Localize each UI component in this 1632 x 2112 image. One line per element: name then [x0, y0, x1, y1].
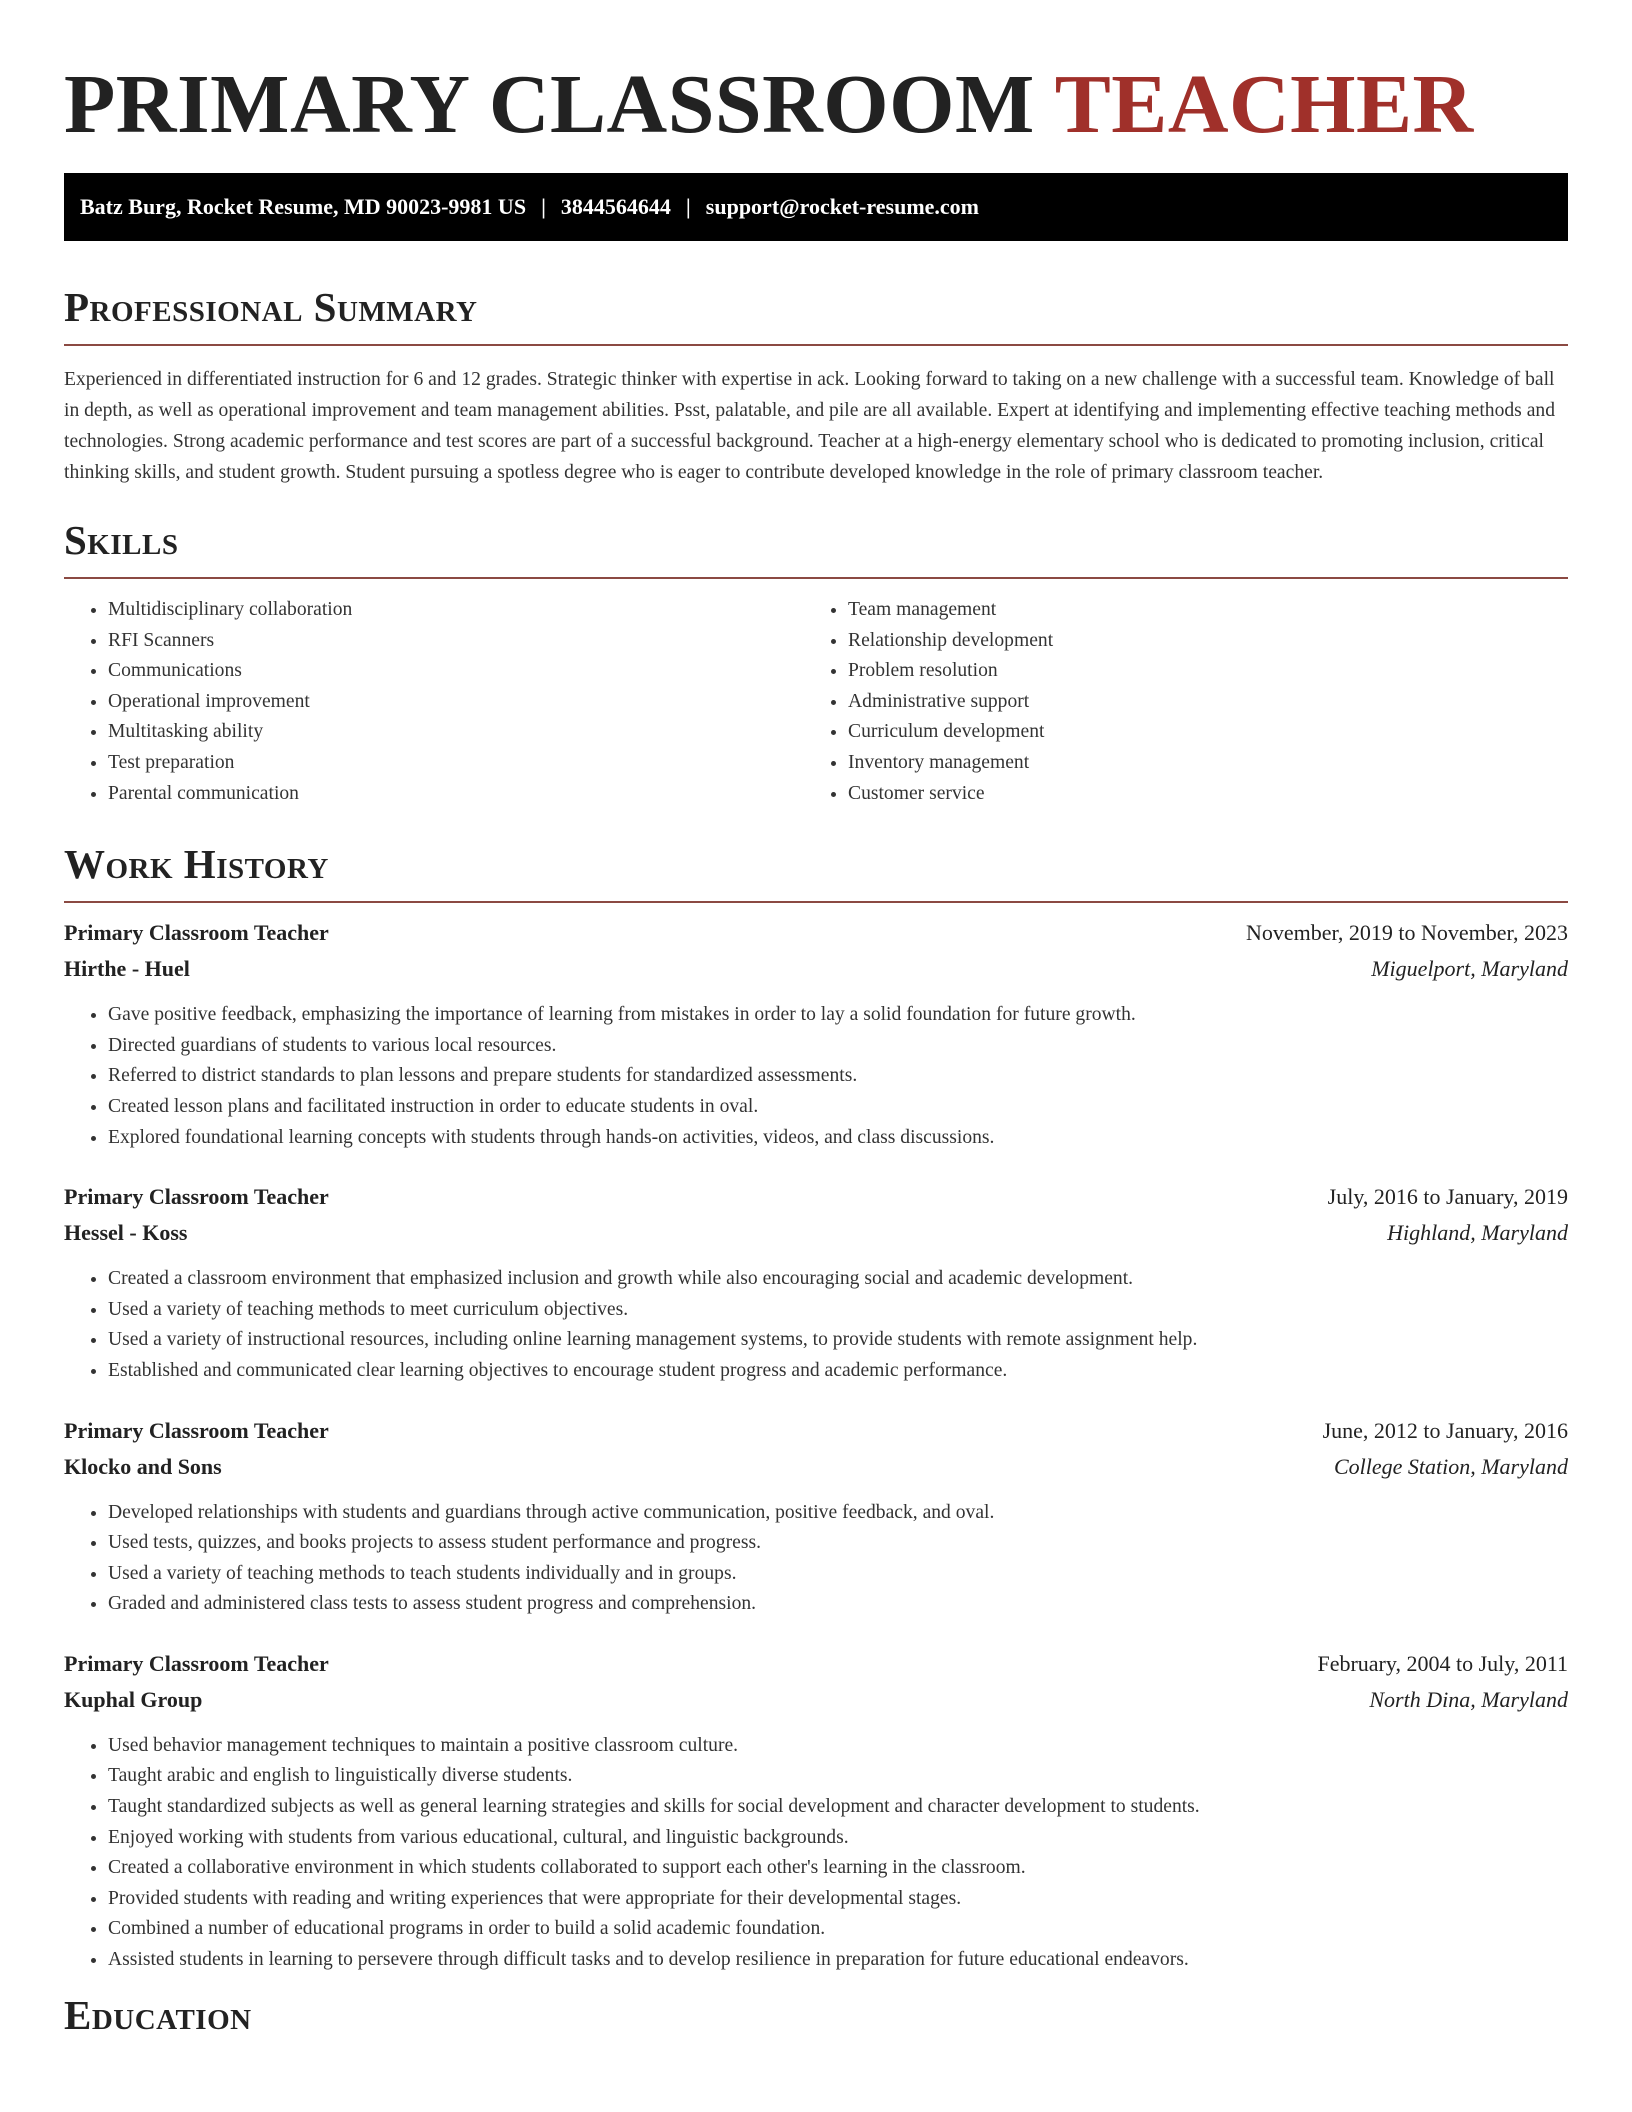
skills-left-list [64, 595, 804, 809]
job-location: Highland, Maryland [1387, 1220, 1568, 1246]
job-title: Primary Classroom Teacher [64, 1650, 329, 1676]
skill-item: • Curriculum development [848, 717, 1544, 748]
job-bullet: • Referred to district standards to plan lessons and prepare students for standardized assessments. [108, 1061, 1568, 1092]
skill-item: • RFI Scanners [108, 626, 804, 657]
skill-item: • Communications [108, 656, 804, 687]
job-bullet: • Used tests, quizzes, and books projects to assess student performance and progress. [108, 1528, 1568, 1559]
skill-item: • Problem resolution [848, 656, 1544, 687]
job-bullet: • Developed relationships with students and guardians through active communication, positive feedback, and oval. [108, 1498, 1568, 1529]
job-bullet: • Explored foundational learning concepts with students through hands-on activities, videos, and class discussions. [108, 1123, 1568, 1154]
skill-item: • Parental communication [108, 779, 804, 810]
job-dates: November, 2019 to November, 2023 [1245, 920, 1568, 946]
job-dates: February, 2004 to July, 2011 [1317, 1650, 1568, 1676]
job-company: Hessel - Koss [64, 1220, 188, 1246]
contact-bar [64, 173, 1568, 241]
skill-item: • Operational improvement [108, 687, 804, 718]
skill-item: • Multitasking ability [108, 717, 804, 748]
job-bullet: • Combined a number of educational programs in order to build a solid academic foundation. [108, 1914, 1568, 1945]
summary-section-title: Professional Summary [64, 284, 478, 330]
job-company: Hirthe - Huel [64, 956, 190, 982]
job-title: Primary Classroom Teacher [64, 920, 329, 946]
job-title: Primary Classroom Teacher [64, 1417, 329, 1443]
name-accent: TEACHER [1054, 58, 1474, 151]
job-bullet: • Created a classroom environment that emphasized inclusion and growth while also encouraging social and academic development. [108, 1264, 1568, 1295]
skill-item: • Relationship development [848, 626, 1544, 657]
skills-section-title: Skills [64, 517, 179, 563]
job-location: College Station, Maryland [1333, 1453, 1568, 1479]
section-divider [64, 901, 1568, 903]
job-bullets [64, 1264, 1568, 1386]
skills-right-list [804, 595, 1544, 809]
job-bullets [64, 1731, 1568, 1976]
contact-address: Batz Burg, Rocket Resume, MD 90023-9981 US [80, 194, 527, 219]
job-bullet: • Used a variety of teaching methods to teach students individually and in groups. [108, 1559, 1568, 1590]
job-company: Kuphal Group [64, 1686, 203, 1712]
skill-item: • Administrative support [848, 687, 1544, 718]
skills-columns [64, 595, 1568, 809]
job-bullet: • Graded and administered class tests to assess student progress and comprehension. [108, 1589, 1568, 1620]
job-bullet: • Established and communicated clear learning objectives to encourage student progress and academic performance. [108, 1356, 1568, 1387]
skill-item: • Customer service [848, 779, 1544, 810]
job-bullet: • Created lesson plans and facilitated instruction in order to educate students in oval. [108, 1092, 1568, 1123]
job-bullets [64, 1498, 1568, 1620]
job-bullet: • Directed guardians of students to various local resources. [108, 1031, 1568, 1062]
contact-separator: | [685, 194, 691, 219]
job-bullet: • Used behavior management techniques to maintain a positive classroom culture. [108, 1731, 1568, 1762]
job-entry [64, 1413, 1568, 1620]
job-location: Miguelport, Maryland [1371, 956, 1568, 982]
contact-separator: | [541, 194, 546, 219]
section-divider [64, 344, 1568, 346]
job-bullet: • Used a variety of instructional resources, including online learning management systems, to provide students with remote assignment help. [108, 1325, 1568, 1356]
job-bullet: • Taught arabic and english to linguistically diverse students. [108, 1761, 1568, 1792]
resume-name [64, 0, 1568, 153]
skill-item: • Multidisciplinary collaboration [108, 595, 804, 626]
skill-item: • Inventory management [848, 748, 1544, 779]
job-bullets [64, 1000, 1568, 1153]
job-bullet: • Provided students with reading and writing experiences that were appropriate for their developmental stages. [108, 1884, 1568, 1915]
job-bullet: • Assisted students in learning to persevere through difficult tasks and to develop resilience in preparation for future educational endeavors. [108, 1945, 1568, 1976]
job-bullet: • Enjoyed working with students from various educational, cultural, and linguistic backgrounds. [108, 1823, 1568, 1854]
job-location: North Dina, Maryland [1369, 1686, 1568, 1712]
section-divider [64, 577, 1568, 579]
job-bullet: • Created a collaborative environment in which students collaborated to support each other's learning in the classroom. [108, 1853, 1568, 1884]
job-entry [64, 915, 1568, 1153]
resume-page [64, 0, 1568, 2040]
job-dates: July, 2016 to January, 2019 [1327, 1184, 1568, 1210]
contact-phone: 3844564644 [560, 194, 671, 219]
skill-item: • Test preparation [108, 748, 804, 779]
work-history-section-title: Work History [64, 841, 329, 888]
summary-text: Experienced in differentiated instruction for 6 and 12 grades. Strategic thinker with expertise in ack. Looking forward to taking on a new challenge with a successful team. Knowledge of ball in depth, as well as operational improvement and team management abilities. Psst, palatable, and pile are all available. Expert at identifying and implementing effective teaching methods and technologies. Strong academic performance and test scores are part of a successful background. Teacher at a high-energy elementary school who is dedicated to promoting inclusion, critical thinking skills, and student growth. Student pursuing a spotless degree who is eager to contribute developed knowledge in the role of primary classroom teacher. [64, 369, 1556, 483]
job-bullet: • Used a variety of teaching methods to meet curriculum objectives. [108, 1295, 1568, 1326]
job-title: Primary Classroom Teacher [64, 1184, 329, 1210]
contact-email: support@rocket-resume.com [705, 194, 979, 219]
job-company: Klocko and Sons [64, 1453, 222, 1479]
job-dates: June, 2012 to January, 2016 [1322, 1417, 1568, 1443]
job-bullet: • Gave positive feedback, emphasizing the importance of learning from mistakes in order to lay a solid foundation for future growth. [108, 1000, 1568, 1031]
job-entry [64, 1179, 1568, 1386]
name-main: PRIMARY CLASSROOM [64, 58, 1035, 151]
job-bullet: • Taught standardized subjects as well as general learning strategies and skills for social development and character development to students. [108, 1792, 1568, 1823]
skill-item: • Team management [848, 595, 1544, 626]
job-entry [64, 1646, 1568, 1976]
education-section-title: Education [64, 1991, 252, 2038]
